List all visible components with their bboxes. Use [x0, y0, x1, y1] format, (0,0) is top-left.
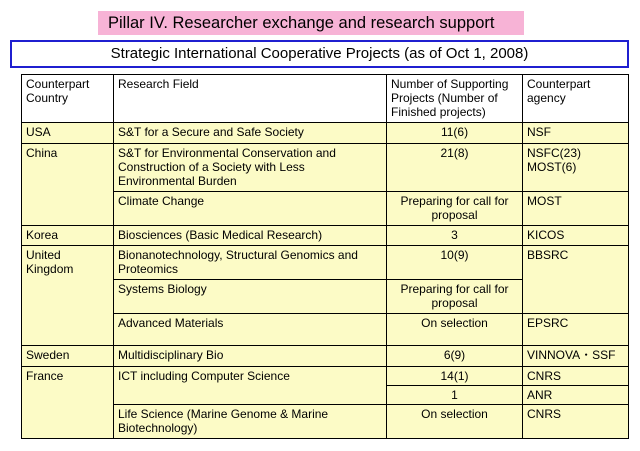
projects-cell: On selection: [387, 405, 523, 439]
projects-cell: On selection: [387, 314, 523, 346]
projects-cell: Preparing for call for proposal: [387, 280, 523, 314]
projects-cell: 1: [387, 386, 523, 405]
table-header-row: [22, 75, 629, 123]
table-row: [22, 144, 629, 192]
field-cell: S&T for Environmental Conservation and Construction of a Society with Less Environmental Burden: [114, 144, 387, 192]
agency-cell: KICOS: [523, 226, 629, 246]
agency-cell: EPSRC: [523, 314, 629, 346]
header-projects: Number of Supporting Projects (Number of Finished projects): [387, 75, 523, 123]
table-title: Strategic International Cooperative Projects (as of Oct 1, 2008): [10, 40, 629, 68]
agency-cell: CNRS: [523, 367, 629, 386]
page-heading: Pillar IV. Researcher exchange and research support: [98, 11, 524, 35]
country-cell: USA: [22, 123, 114, 144]
country-cell: Korea: [22, 226, 114, 246]
agency-cell: ANR: [523, 386, 629, 405]
field-cell: Bionanotechnology, Structural Genomics and Proteomics: [114, 246, 387, 280]
projects-cell: Preparing for call for proposal: [387, 192, 523, 226]
projects-cell: 3: [387, 226, 523, 246]
field-cell: Multidisciplinary Bio: [114, 346, 387, 367]
table-row: [22, 226, 629, 246]
agency-cell: VINNOVA・SSF: [523, 346, 629, 367]
table-row: [22, 405, 629, 439]
table-row: [22, 192, 629, 226]
agency-cell: MOST: [523, 192, 629, 226]
projects-cell: 11(6): [387, 123, 523, 144]
country-cell: Sweden: [22, 346, 114, 367]
header-country: Counterpart Country: [22, 75, 114, 123]
field-cell: Climate Change: [114, 192, 387, 226]
agency-cell: NSF: [523, 123, 629, 144]
field-cell: Systems Biology: [114, 280, 387, 314]
table-row: [22, 246, 629, 280]
table-row: [22, 123, 629, 144]
agency-cell: BBSRC: [523, 246, 629, 314]
header-field: Research Field: [114, 75, 387, 123]
projects-cell: 21(8): [387, 144, 523, 192]
field-cell: Advanced Materials: [114, 314, 387, 346]
country-cell: France: [22, 367, 114, 439]
table-row: [22, 314, 629, 346]
field-cell: Life Science (Marine Genome & Marine Biotechnology): [114, 405, 387, 439]
country-cell: China: [22, 144, 114, 226]
country-cell: United Kingdom: [22, 246, 114, 346]
table-row: [22, 346, 629, 367]
agency-cell: NSFC(23) MOST(6): [523, 144, 629, 192]
projects-cell: 10(9): [387, 246, 523, 280]
header-agency: Counterpart agency: [523, 75, 629, 123]
field-cell: Biosciences (Basic Medical Research): [114, 226, 387, 246]
projects-cell: 14(1): [387, 367, 523, 386]
table-row: [22, 367, 629, 386]
field-cell: ICT including Computer Science: [114, 367, 387, 405]
projects-cell: 6(9): [387, 346, 523, 367]
agency-cell: CNRS: [523, 405, 629, 439]
projects-table: [21, 74, 629, 439]
field-cell: S&T for a Secure and Safe Society: [114, 123, 387, 144]
